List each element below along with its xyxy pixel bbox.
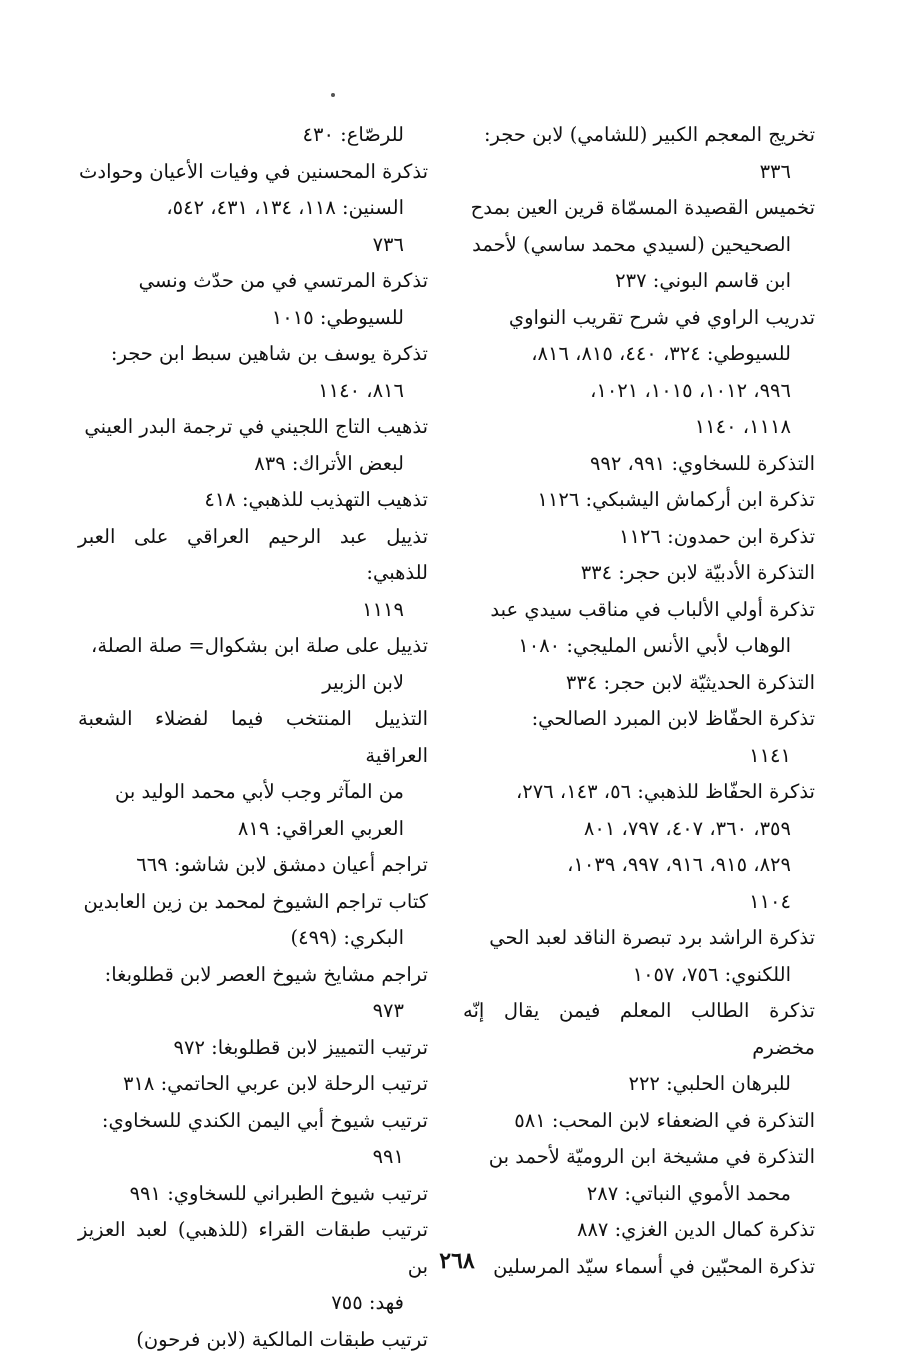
index-entry [78,628,428,701]
index-entry [78,847,428,884]
entry-continuation: ٩٧٣ [78,993,428,1030]
entry-title: تذكرة أولي الألباب في مناقب سيدي عبد [490,598,815,621]
entry-title: تذكرة الراشد برد تبصرة الناقد لعبد الحي [489,926,815,949]
index-entry [78,117,428,154]
entry-title: كتاب تراجم الشيوخ لمحمد بن زين العابدين [83,890,428,913]
index-entry [78,336,428,409]
entry-title: تذكرة الطالب المعلم فيمن يقال إنّه مخضرم [463,999,815,1059]
entry-title: تخريج المعجم الكبير (للشامي) لابن حجر: [484,123,815,146]
index-entry [463,190,815,300]
entry-continuation: ١١١٩ [78,592,428,629]
entry-title: تذهيب التاج اللجيني في ترجمة البدر العيني [84,415,428,438]
entry-title: تذكرة ابن حمدون: ١١٢٦ [619,525,815,548]
entry-title: التذكرة للسخاوي: ٩٩١، ٩٩٢ [590,452,815,475]
index-entry [463,701,815,774]
index-entry [78,154,428,264]
entry-title: تذكرة الحفّاظ لابن المبرد الصالحي: [532,707,815,730]
index-entry [463,117,815,190]
entry-title: تذهيب التهذيب للذهبي: ٤١٨ [204,488,428,511]
index-entry [78,1176,428,1213]
ornament-dot [331,93,335,97]
index-entry [463,592,815,665]
entry-title: ترتيب طبقات القراء (للذهبي) لعبد العزيز بن [78,1218,428,1278]
entry-continuation: ٩٩٦، ١٠١٢، ١٠١٥، ١٠٢١، [463,373,815,410]
entry-continuation: ابن قاسم البوني: ٢٣٧ [463,263,815,300]
entry-title: تدريب الراوي في شرح تقريب النواوي [509,306,815,329]
entry-title: تذكرة الحفّاظ للذهبي: ٥٦، ١٤٣، ٢٧٦، [516,780,815,803]
entry-title: تذكرة المرتسي في من حدّث ونسي [139,269,428,292]
page-number: ٢٦٨ [0,1248,914,1274]
entry-continuation: ٨١٦، ١١٤٠ [78,373,428,410]
entry-title: تذكرة المحبّين في أسماء سيّد المرسلين [493,1255,815,1278]
entry-title: تذكرة كمال الدين الغزي: ٨٨٧ [577,1218,815,1241]
index-entry [78,1030,428,1067]
index-entry [463,519,815,556]
index-entry [78,409,428,482]
index-entry [463,1103,815,1140]
index-entry [463,1212,815,1249]
index-entry [78,482,428,519]
entry-continuation: لبعض الأتراك: ٨٣٩ [78,446,428,483]
entry-title: التذكرة في الضعفاء لابن المحب: ٥٨١ [514,1109,815,1132]
entry-continuation: فهد: ٧٥٥ [78,1285,428,1322]
entry-title: تراجم أعيان دمشق لابن شاشو: ٦٦٩ [136,853,428,876]
index-entry [78,1066,428,1103]
entry-continuation: من المآثر وجب لأبي محمد الوليد بن [78,774,428,811]
entry-continuation: محمد الأموي النباتي: ٢٨٧ [463,1176,815,1213]
entry-title: ترتيب شيوخ الطبراني للسخاوي: ٩٩١ [130,1182,428,1205]
index-entry [463,1139,815,1212]
entry-continuation: الصحيحين (لسيدي محمد ساسي) لأحمد [463,227,815,264]
entry-continuation: ١١١٨، ١١٤٠ [463,409,815,446]
entry-continuation: للسيوطي: ٣٢٤، ٤٤٠، ٨١٥، ٨١٦، [463,336,815,373]
index-entry [463,482,815,519]
left-column [78,117,428,1358]
entry-title: تراجم مشايخ شيوخ العصر لابن قطلوبغا: [105,963,428,986]
entry-continuation: للسيوطي: ١٠١٥ [78,300,428,337]
index-entry [78,701,428,847]
entry-continuation: السنين: ١١٨، ١٣٤، ٤٣١، ٥٤٢، [78,190,428,227]
entry-continuation: الوهاب لأبي الأنس المليجي: ١٠٨٠ [463,628,815,665]
entry-title: للرصّاع: ٤٣٠ [78,117,428,154]
entry-title: التذكرة في مشيخة ابن الروميّة لأحمد بن [489,1145,815,1168]
index-entry [78,957,428,1030]
entry-continuation: ٣٣٦ [463,154,815,191]
entry-continuation: لابن الزبير [78,665,428,702]
entry-title: تذكرة ابن أركماش اليشبكي: ١١٢٦ [537,488,815,511]
entry-title: تخميس القصيدة المسمّاة قرين العين بمدح [471,196,815,219]
entry-continuation: ٧٣٦ [78,227,428,264]
index-entry [463,774,815,920]
entry-continuation: البكري: (٤٩٩) [78,920,428,957]
entry-title: تذييل عبد الرحيم العراقي على العبر للذهبي: [78,525,428,585]
entry-title: تذكرة المحسنين في وفيات الأعيان وحوادث [79,160,428,183]
entry-title: ترتيب التمييز لابن قطلوبغا: ٩٧٢ [174,1036,429,1059]
index-entry [78,884,428,957]
entry-title: التذكرة الأدبيّة لابن حجر: ٣٣٤ [581,561,815,584]
entry-title: التذييل المنتخب فيما لفضلاء الشعبة العراقية [78,707,428,767]
index-entry [78,1103,428,1176]
entry-title: ترتيب طبقات المالكية (لابن فرحون) [136,1328,428,1351]
index-entry [463,555,815,592]
entry-continuation: ٨٢٩، ٩١٥، ٩١٦، ٩٩٧، ١٠٣٩، [463,847,815,884]
entry-continuation: للبرهان الحلبي: ٢٢٢ [463,1066,815,1103]
index-entry [78,519,428,629]
entry-continuation: ٣٥٩، ٣٦٠، ٤٠٧، ٧٩٧، ٨٠١ [463,811,815,848]
entry-continuation: ٩٩١ [78,1139,428,1176]
index-entry [463,300,815,446]
entry-title: التذكرة الحديثيّة لابن حجر: ٣٣٤ [566,671,815,694]
index-entry [463,446,815,483]
index-entry [463,993,815,1103]
entry-title: تذييل على صلة ابن بشكوال= صلة الصلة، [91,634,428,657]
entry-title: تذكرة يوسف بن شاهين سبط ابن حجر: [111,342,428,365]
entry-title: ترتيب الرحلة لابن عربي الحاتمي: ٣١٨ [123,1072,428,1095]
entry-continuation: ١١٤١ [463,738,815,775]
entry-continuation: العربي العراقي: ٨١٩ [78,811,428,848]
right-column [463,117,815,1285]
index-entry [78,263,428,336]
index-entry [463,920,815,993]
index-entry [78,1322,428,1358]
entry-continuation: ١١٠٤ [463,884,815,921]
entry-title: ترتيب شيوخ أبي اليمن الكندي للسخاوي: [102,1109,428,1132]
entry-continuation: اللكنوي: ٧٥٦، ١٠٥٧ [463,957,815,994]
index-entry [463,665,815,702]
